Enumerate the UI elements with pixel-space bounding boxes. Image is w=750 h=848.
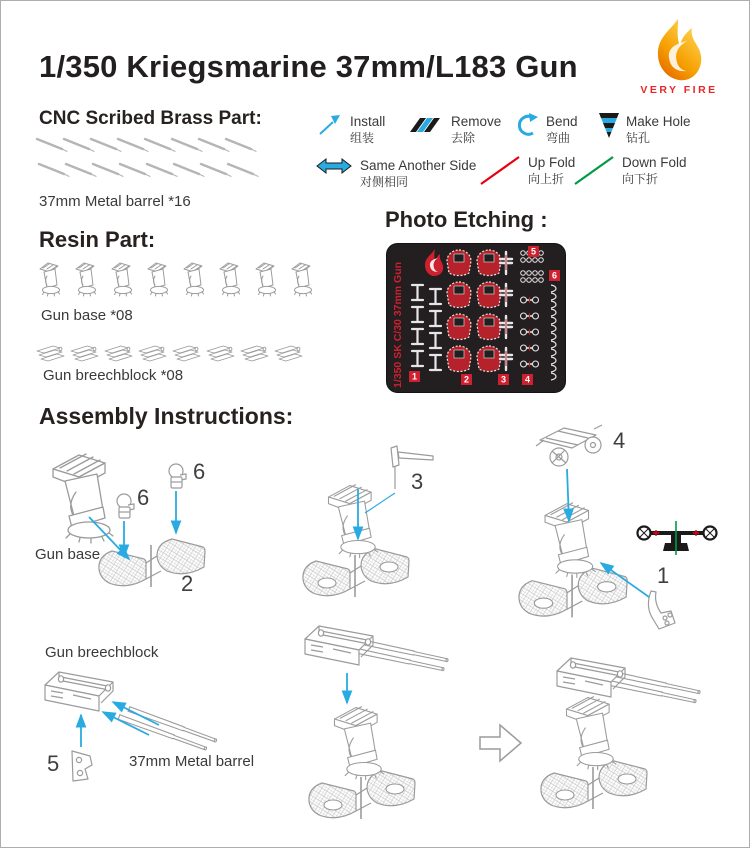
svg-text:2: 2 [463, 374, 470, 385]
install-arrow-icon [317, 113, 343, 137]
legend-remove-zh: 去除 [451, 130, 476, 145]
legend-remove-en: Remove [451, 114, 502, 129]
brass-heading: CNC Scribed Brass Part: [39, 108, 262, 129]
breechblock-parts-drawing [35, 341, 315, 365]
svg-text:5: 5 [530, 246, 537, 257]
legend-make-hole-en: Make Hole [626, 114, 691, 129]
legend-same-side [315, 157, 476, 190]
legend-bend-en: Bend [546, 114, 578, 129]
brand-name: VERY FIRE [640, 84, 718, 96]
gun-base-label: Gun base [35, 546, 101, 563]
callout-3: 3 [411, 469, 424, 494]
resin-heading: Resin Part: [39, 227, 156, 252]
callout-2: 2 [181, 571, 194, 596]
breechblock-count-label: Gun breechblock *08 [43, 367, 184, 384]
svg-text:3: 3 [500, 374, 507, 385]
legend-bend-zh: 弯曲 [546, 130, 571, 145]
barrel-row-1 [37, 139, 256, 151]
gun-breechblock-label: Gun breechblock [45, 644, 159, 661]
legend-remove [406, 113, 501, 146]
svg-text:4: 4 [524, 374, 531, 385]
callout-6b: 6 [193, 459, 206, 484]
gun-base-count-label: Gun base *08 [41, 307, 133, 324]
svg-text:1: 1 [411, 371, 418, 382]
remove-icon [406, 113, 444, 135]
barrel-row-2 [39, 164, 258, 176]
page-title: 1/350 Kriegsmarine 37mm/L183 Gun [39, 49, 578, 84]
photo-etch-fret [386, 243, 566, 393]
legend-down-fold-zh: 向下折 [622, 171, 659, 186]
brass-barrels-drawing [35, 134, 271, 192]
step-gun-mount [305, 626, 448, 819]
legend-down-fold-en: Down Fold [622, 155, 687, 170]
legend-down-fold [573, 154, 687, 187]
result-block-arrow-icon [480, 725, 521, 761]
legend-make-hole [599, 113, 691, 146]
assembly-heading: Assembly Instructions: [39, 403, 294, 429]
legend-bend [517, 113, 578, 146]
drill-icon [599, 113, 619, 139]
legend-up-fold-en: Up Fold [528, 155, 576, 170]
brass-part-label: 37mm Metal barrel *16 [39, 193, 191, 210]
legend-same-side-zh: 对侧相同 [360, 174, 409, 189]
flame-icon [650, 17, 708, 83]
photo-etching-heading: Photo Etching : [385, 207, 548, 232]
legend-install-en: Install [350, 114, 386, 129]
legend-up-fold [479, 154, 575, 187]
brand-logo [633, 17, 725, 96]
fold-diagram [638, 521, 717, 555]
callout-6a: 6 [137, 485, 150, 510]
bend-arrow-icon [517, 113, 539, 139]
assembly-diagrams [1, 416, 750, 848]
step-sight-bracket [519, 425, 717, 629]
metal-barrel-label: 37mm Metal barrel [129, 753, 255, 770]
legend-up-fold-zh: 向上折 [528, 171, 565, 186]
callout-5: 5 [47, 751, 60, 776]
callout-4: 4 [613, 428, 626, 453]
gun-base-parts-drawing [35, 255, 325, 305]
legend-install-zh: 组装 [350, 130, 375, 145]
final-assembly-drawing [541, 658, 701, 809]
legend-make-hole-zh: 钻孔 [626, 130, 651, 145]
down-fold-line-icon [573, 154, 615, 186]
step-base-platform [53, 454, 205, 587]
fret-label: 1/350 SK C/30 37mm Gun [392, 261, 404, 388]
legend-install [317, 113, 385, 146]
up-fold-line-icon [479, 154, 521, 186]
svg-text:6: 6 [551, 270, 558, 281]
double-arrow-icon [315, 157, 353, 175]
callout-1: 1 [657, 563, 670, 588]
legend-same-side-en: Same Another Side [360, 158, 477, 173]
